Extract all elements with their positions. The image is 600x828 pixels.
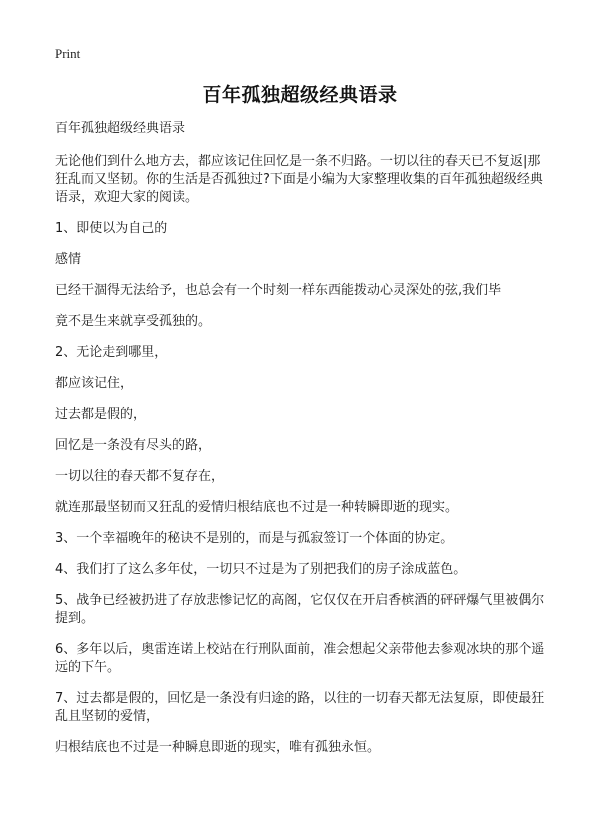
subtitle-paragraph: 百年孤独超级经典语录 <box>55 121 186 136</box>
quote-7-line-1: 7、过去都是假的，回忆是一条没有归途的路，以往的一切春天都无法复原，即使最狂乱且坚韧的爱情， <box>55 691 545 724</box>
quote-5: 5、战争已经被扔进了存放悲惨记忆的高阁，它仅仅在开启香槟酒的砰砰爆气里被偶尔提到。 <box>55 593 545 626</box>
print-label: Print <box>55 46 81 61</box>
quote-2-line-6: 就连那最坚韧而又狂乱的爱情归根结底也不过是一种转瞬即逝的现实。 <box>55 500 459 515</box>
quote-2-line-5: 一切以往的春天都不复存在， <box>55 469 225 484</box>
quote-2-line-2: 都应该记住， <box>55 376 134 391</box>
quote-1-line-3: 已经干涸得无法给予，也总会有一个时刻一样东西能拨动心灵深处的弦,我们毕 <box>55 283 502 298</box>
quote-4: 4、我们打了这么多年仗，一切只不过是为了别把我们的房子涂成蓝色。 <box>55 562 467 577</box>
document-body <box>55 120 550 757</box>
page-title: 百年孤独超级经典语录 <box>202 84 398 106</box>
quote-1-line-1: 1、即使以为自己的 <box>55 221 168 236</box>
quote-7-line-2: 归根结底也不过是一种瞬息即逝的现实，唯有孤独永恒。 <box>55 740 381 755</box>
intro-paragraph: 无论他们到什么地方去，都应该记住回忆是一条不归路。一切以往的春天已不复返|那狂乱而又坚韧。你的生活是否孤独过?下面是小编为大家整理收集的百年孤独超级经典语录，欢迎大家的阅读。 <box>55 154 543 205</box>
quote-3: 3、一个幸福晚年的秘诀不是别的，而是与孤寂签订一个体面的协定。 <box>55 531 454 546</box>
quote-2-line-3: 过去都是假的， <box>55 407 147 422</box>
quote-6: 6、多年以后，奥雷连诺上校站在行刑队面前，准会想起父亲带他去参观冰块的那个遥远的下午。 <box>55 642 545 675</box>
quote-1-line-2: 感情 <box>55 252 82 267</box>
quote-2-line-1: 2、无论走到哪里， <box>55 345 168 360</box>
quote-1-line-4: 竟不是生来就享受孤独的。 <box>55 314 212 329</box>
quote-2-line-4: 回忆是一条没有尽头的路， <box>55 438 212 453</box>
